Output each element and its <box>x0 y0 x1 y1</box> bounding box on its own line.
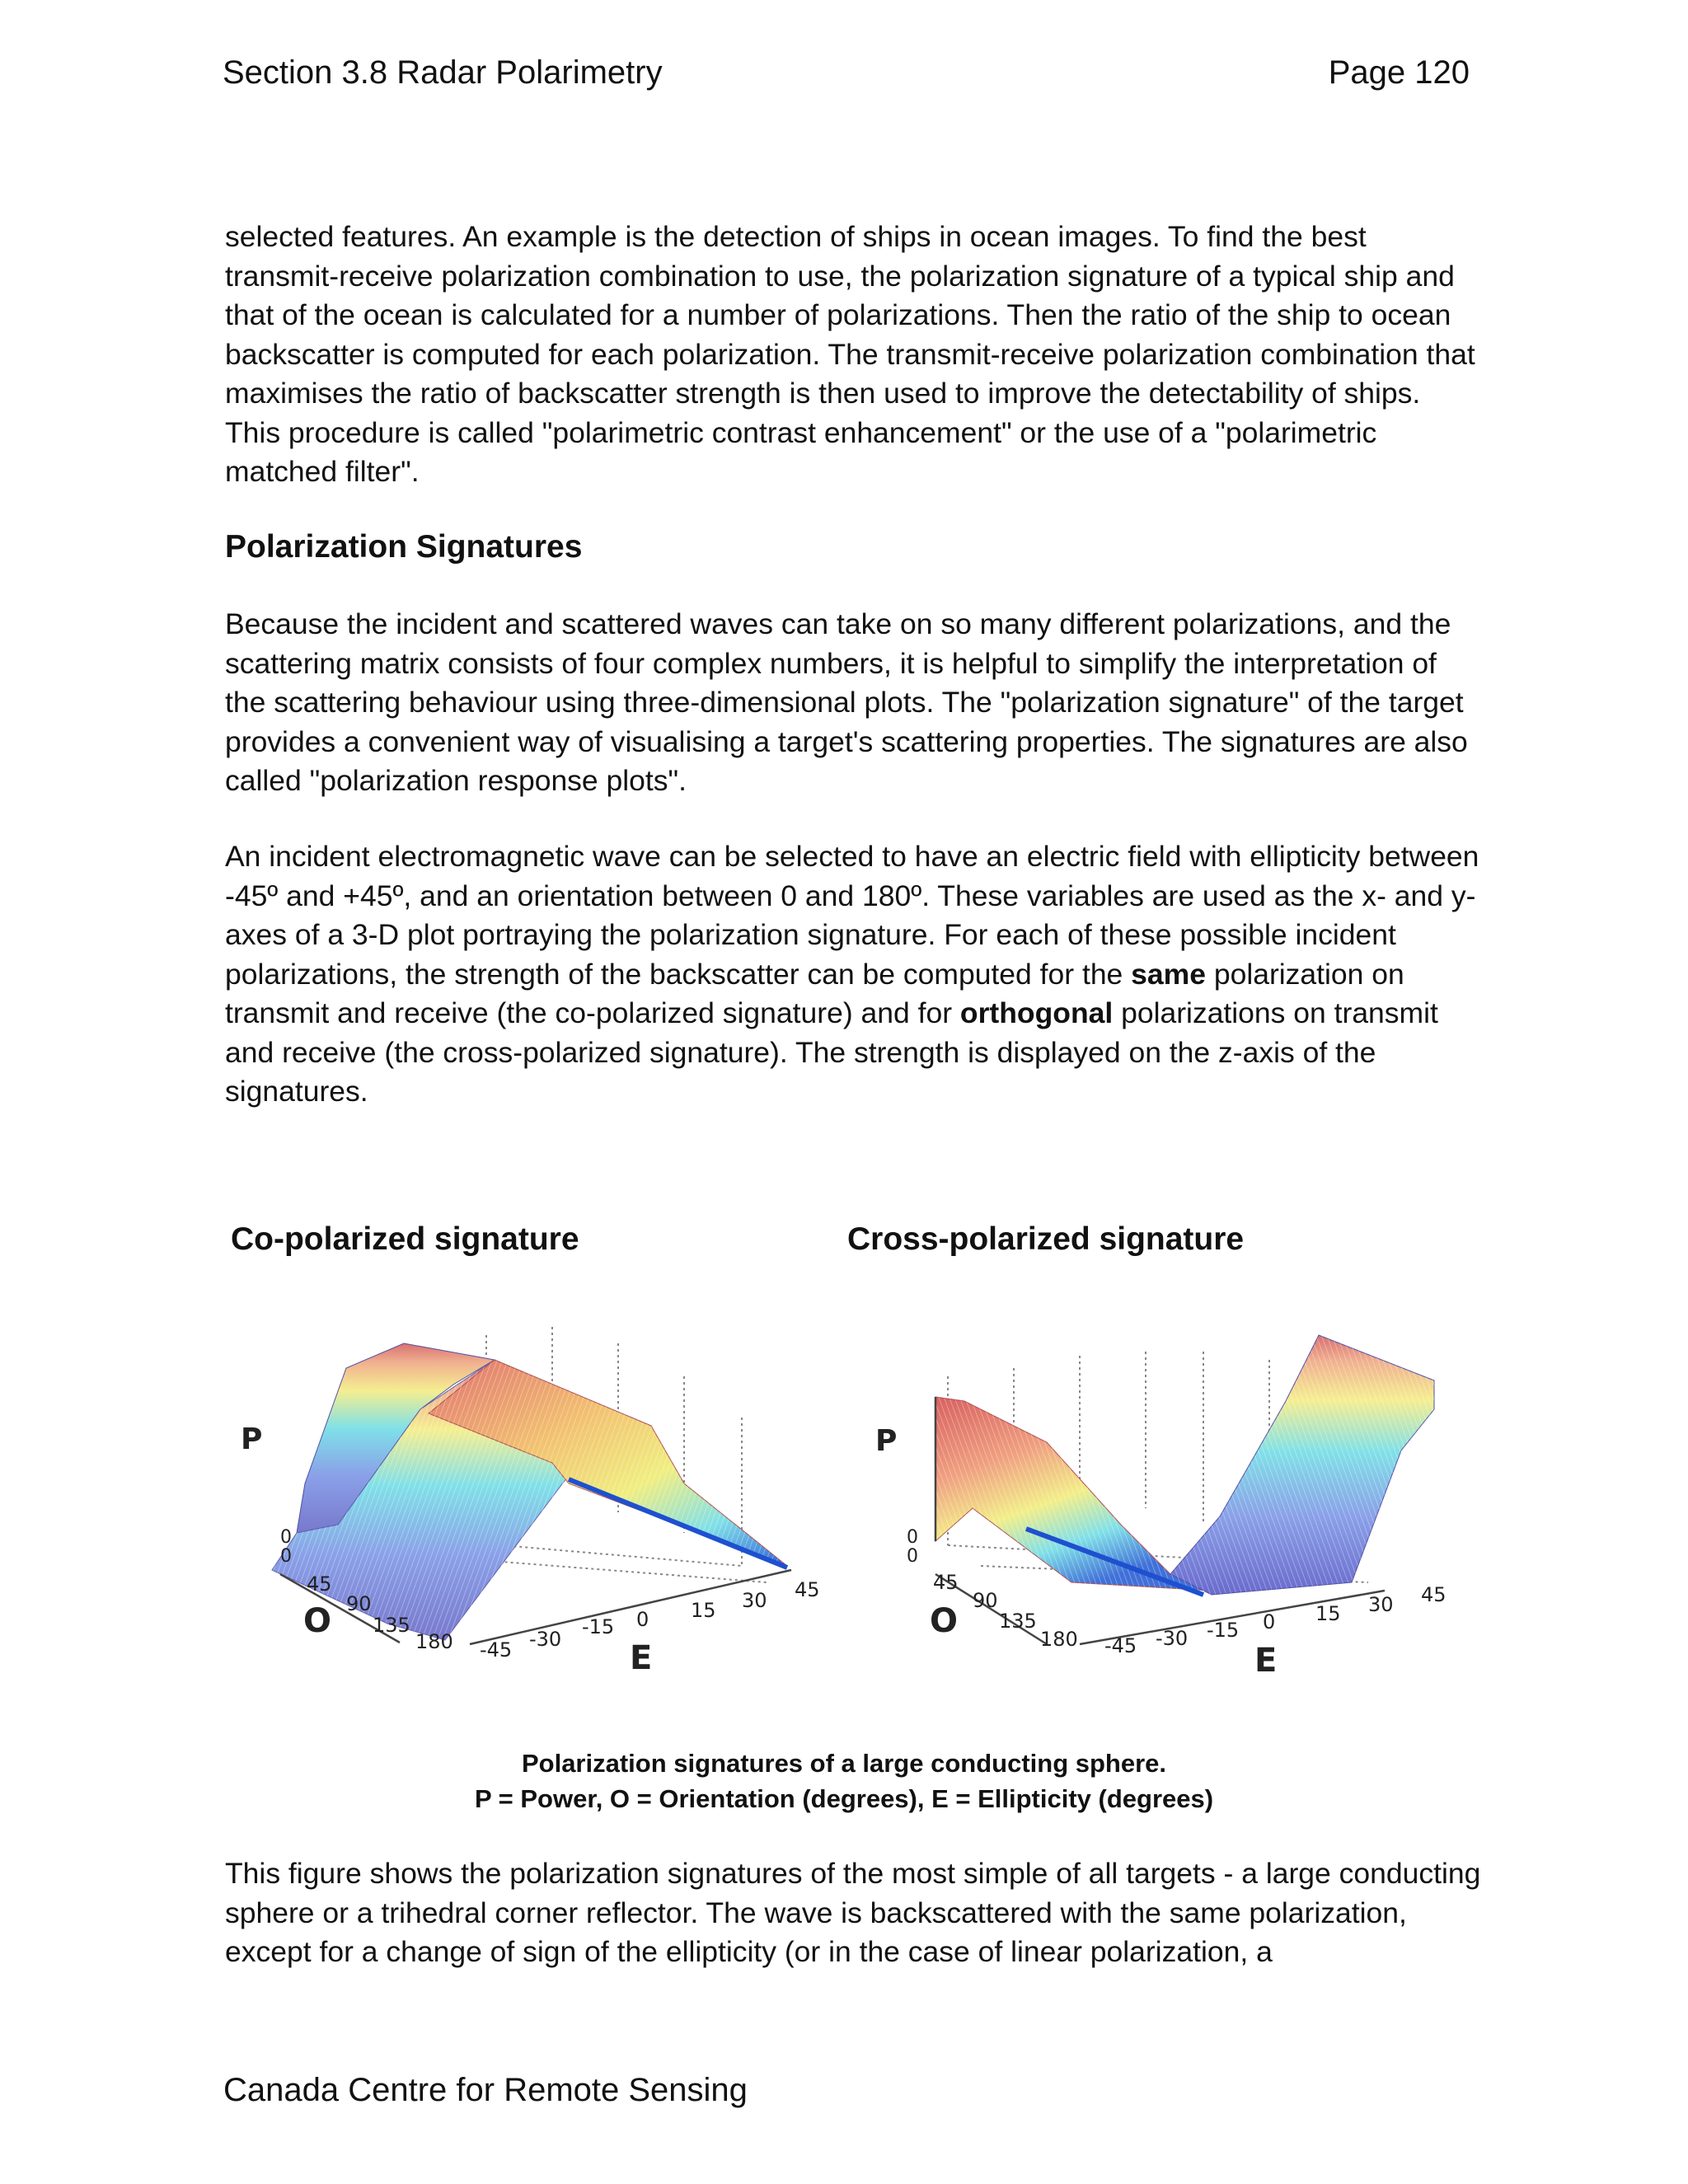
o-tick-180: 180 <box>415 1630 453 1653</box>
e-tick-m30: -30 <box>1156 1627 1189 1650</box>
paragraph-incident-wave <box>225 837 1482 1112</box>
paragraph-signatures <box>225 605 1482 801</box>
text-run: An incident electromagnetic wave can be selected to have an electric field with ellipticity between -45º and +45º, and an orientation between 0 and 180º. These variables are used as the x- and y-axes of a 3-D plot portraying the polarization signature. For each of these possible incident polarizations, the strength of the backscatter can be computed for the <box>225 840 1479 991</box>
paragraph-incident-wave-text <box>225 837 1482 1112</box>
e-tick-0: 0 <box>1263 1610 1276 1633</box>
axis-zero-bottom: 0 <box>280 1546 292 1567</box>
o-tick-90: 90 <box>973 1589 998 1612</box>
axis-label-ellipticity: E <box>630 1639 653 1677</box>
text-run: polarizations on transmit and receive (the cross-polarized signature). The strength is displayed on the z-axis of the signatures. <box>225 996 1438 1108</box>
e-tick-30: 30 <box>1368 1593 1394 1616</box>
co-polarized-plot <box>223 1319 849 1681</box>
paragraph-sphere-text: This figure shows the polarization signatures of the most simple of all targets - a large conducting sphere or a trihedral corner reflector. The wave is backscattered with the same polarization, except for a change of sign of the ellipticity (or in the case of linear polarization, a <box>225 1857 1481 1968</box>
axis-label-orientation: O <box>303 1602 332 1640</box>
section-heading: Polarization Signatures <box>225 529 583 565</box>
e-tick-15: 15 <box>691 1599 716 1622</box>
o-tick-45: 45 <box>307 1572 332 1596</box>
axis-label-power: P <box>241 1422 263 1456</box>
e-tick-45: 45 <box>1421 1583 1447 1606</box>
e-tick-30: 30 <box>742 1589 767 1612</box>
paragraph-intro <box>225 218 1482 492</box>
o-tick-135: 135 <box>999 1610 1037 1633</box>
e-tick-0: 0 <box>636 1608 649 1631</box>
e-tick-m30: -30 <box>529 1628 562 1651</box>
o-tick-90: 90 <box>346 1592 372 1615</box>
figure-caption <box>0 1746 1688 1816</box>
paragraph-intro-text: selected features. An example is the detection of ships in ocean images. To find the best transmit-receive polarization combination to use, the polarization signature of a typical ship and that of the ocean is calculated for a number of polarizations. Then the ratio of the ship to ocean backscatter is computed for each polarization. The transmit-receive polarization combination that maximises the ratio of backscatter strength is then used to improve the detectability of ships. This procedure is called "polarimetric contrast enhancement" or the use of a "polarimetric matched filter". <box>225 220 1475 488</box>
section-header: Section 3.8 Radar Polarimetry <box>223 54 663 91</box>
axis-zero-top: 0 <box>907 1527 918 1548</box>
cross-polarized-title: Cross-polarized signature <box>847 1221 1245 1257</box>
e-tick-m45: -45 <box>480 1638 513 1661</box>
e-tick-m15: -15 <box>1207 1619 1240 1642</box>
caption-line-2: P = Power, O = Orientation (degrees), E = Ellipticity (degrees) <box>474 1784 1214 1813</box>
axis-zero-bottom: 0 <box>907 1546 918 1567</box>
e-tick-m45: -45 <box>1104 1634 1137 1657</box>
o-tick-45: 45 <box>933 1571 959 1594</box>
cross-polarized-plot <box>857 1319 1484 1681</box>
axis-label-orientation: O <box>930 1602 959 1640</box>
axis-label-power: P <box>875 1424 898 1458</box>
bold-same: same <box>1131 957 1206 991</box>
text-run: polarization on transmit and receive (the co-polarized signature) and for <box>225 957 1404 1029</box>
axis-label-ellipticity: E <box>1254 1642 1278 1680</box>
paragraph-sphere <box>225 1854 1482 1972</box>
page-footer: Canada Centre for Remote Sensing <box>223 2072 748 2108</box>
e-tick-m15: -15 <box>582 1615 615 1638</box>
e-tick-45: 45 <box>795 1578 820 1601</box>
o-tick-135: 135 <box>373 1614 410 1637</box>
cross-surface-hatching <box>935 1335 1434 1595</box>
e-tick-15: 15 <box>1315 1602 1341 1625</box>
co-polarized-title: Co-polarized signature <box>231 1221 579 1257</box>
axis-zero-top: 0 <box>280 1527 292 1548</box>
paragraph-signatures-text: Because the incident and scattered waves can take on so many different polarizations, and the scattering matrix consists of four complex numbers, it is helpful to simplify the interpretation of the scattering behaviour using three-dimensional plots. The "polarization signature" of the target provides a convenient way of visualising a target's scattering properties. The signatures are also called "polarization response plots". <box>225 607 1468 797</box>
bold-orthogonal: orthogonal <box>959 996 1114 1029</box>
caption-line-1: Polarization signatures of a large conducting sphere. <box>521 1749 1167 1778</box>
o-tick-180: 180 <box>1040 1628 1078 1651</box>
page-number: Page 120 <box>1328 54 1470 91</box>
